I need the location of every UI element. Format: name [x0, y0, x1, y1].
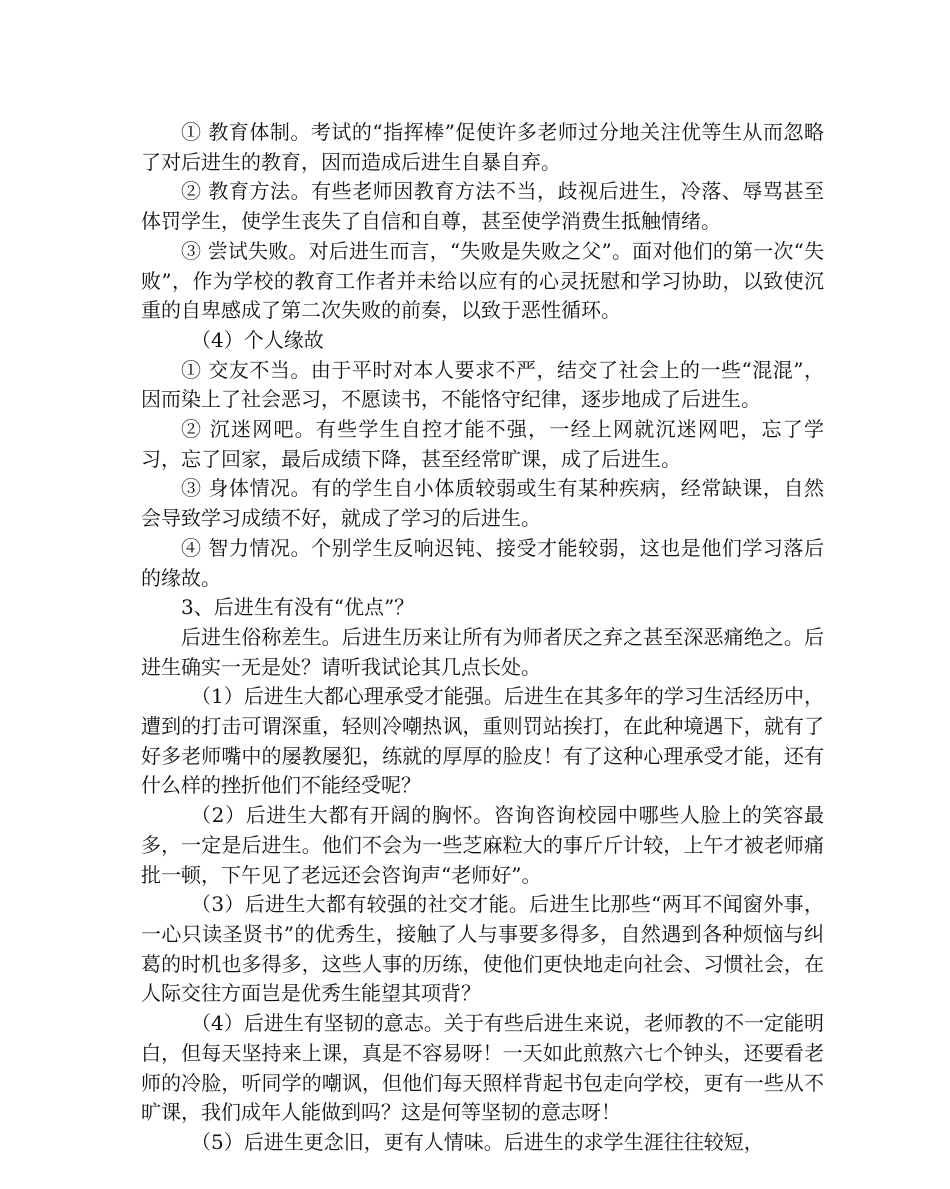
paragraph-improper-friends: ① 交友不当。由于平时对本人要求不严，结交了社会上的一些“混混”，因而染上了社会恶习，不愿读书，不能恪守纪律，逐步地成了后进生。 — [141, 357, 824, 412]
paragraph-internet-cafe: ② 沉迷网吧。有些学生自控才能不强，一经上网就沉迷网吧，忘了学习，忘了回家，最后成绩下降，甚至经常旷课，成了后进生。 — [141, 417, 824, 471]
paragraph-physical-condition: ③ 身体情况。有的学生自小体质较弱或生有某种疾病，经常缺课，自然会导致学习成绩不好，就成了学习的后进生。 — [141, 476, 824, 531]
document-body — [141, 118, 824, 1158]
paragraph-strengths-intro: 后进生俗称差生。后进生历来让所有为师者厌之弃之甚至深恶痛绝之。后进生确实一无是处？请听我试论其几点长处。 — [141, 624, 824, 679]
paragraph-attempt-failure: ③ 尝试失败。对后进生而言，“失败是失败之父”。面对他们的第一次“失败”，作为学校的教育工作者并未给以应有的心灵抚慰和学习协助，以致使沉重的自卑感成了第二次失败的前奏，以致于恶性循环。 — [141, 238, 824, 323]
section-heading-strengths: 3、后进生有没有“优点”？ — [181, 595, 415, 620]
paragraph-strength-1: （1）后进生大都心理承受才能强。后进生在其多年的学习生活经历中，遭到的打击可谓深重，轻则冷嘲热讽，重则罚站挨打，在此种境遇下，就有了好多老师嘴中的屡教屡犯，练就的厚厚的脸皮！有了这种心理承受才能，还有什么样的挫折他们不能经受呢？ — [141, 684, 824, 798]
paragraph-education-method: ② 教育方法。有些老师因教育方法不当，歧视后进生，冷落、辱骂甚至体罚学生，使学生丧失了自信和自尊，甚至使学消费生抵触情绪。 — [141, 179, 824, 234]
paragraph-strength-5: （5）后进生更念旧，更有人情味。后进生的求学生涯往往较短， — [191, 1129, 764, 1154]
paragraph-education-system: ① 教育体制。考试的“指挥棒”促使许多老师过分地关注优等生从而忽略了对后进生的教育，因而造成后进生自暴自弃。 — [141, 120, 824, 174]
paragraph-strength-3: （3）后进生大都有较强的社交才能。后进生比那些“两耳不闻窗外事，一心只读圣贤书”的优秀生，接触了人与事要多得多，自然遇到各种烦恼与纠葛的时机也多得多，这些人事的历练，使他们更快地走向社会、习惯社会，在人际交往方面岂是优秀生能望其项背？ — [141, 892, 824, 1006]
paragraph-intelligence: ④ 智力情况。个别学生反响迟钝、接受才能较弱，这也是他们学习落后的缘故。 — [141, 535, 824, 590]
paragraph-strength-2: （2）后进生大都有开阔的胸怀。咨询咨询校园中哪些人脸上的笑容最多，一定是后进生。他们不会为一些芝麻粒大的事斤斤计较，上午才被老师痛批一顿，下午见了老远还会咨询声“老师好”。 — [141, 803, 824, 887]
paragraph-strength-4: （4）后进生有坚韧的意志。关于有些后进生来说，老师教的不一定能明白，但每天坚持来上课，真是不容易呀！一天如此煎熬六七个钟头，还要看老师的冷脸，听同学的嘲讽，但他们每天照样背起书包走向学校，更有一些从不旷课，我们成年人能做到吗？这是何等坚韧的意志呀！ — [141, 1011, 824, 1125]
section-heading-personal-reasons: （4）个人缘故 — [191, 327, 324, 352]
